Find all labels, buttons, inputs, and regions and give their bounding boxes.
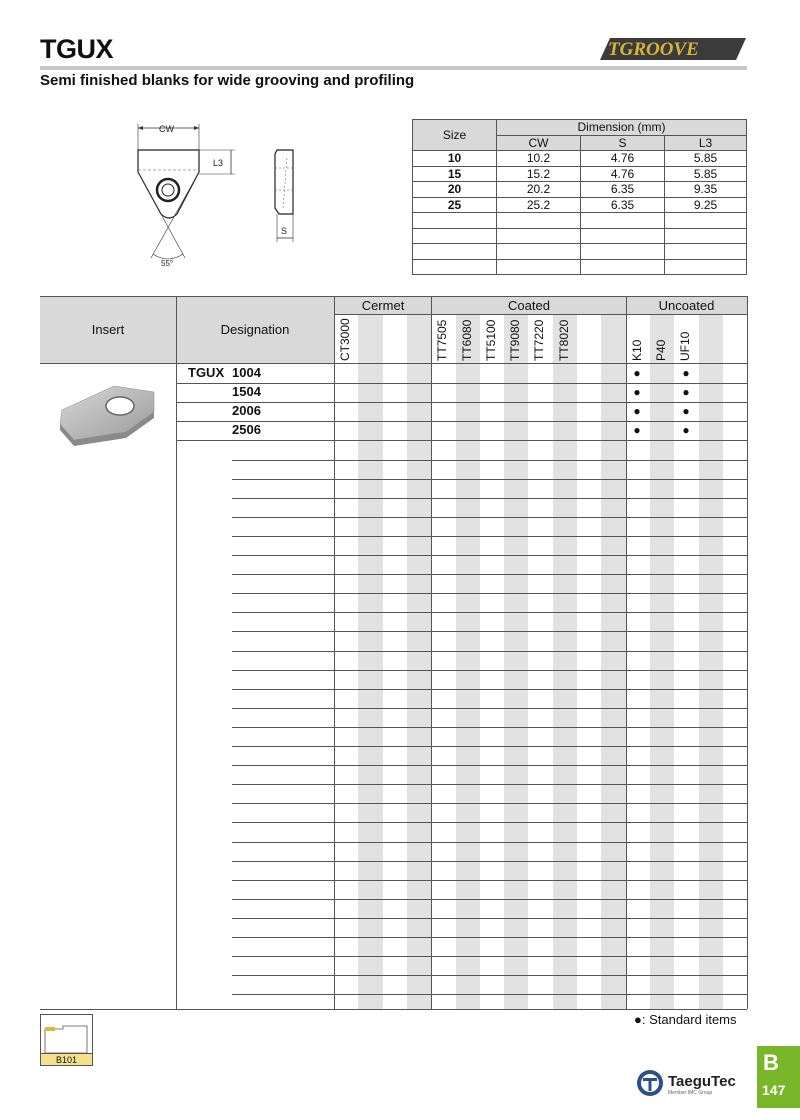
taegutec-logo-icon bbox=[636, 1069, 664, 1097]
col-header-s: S bbox=[581, 135, 665, 151]
grid-hline bbox=[232, 842, 747, 843]
table-row bbox=[413, 151, 747, 167]
grid-hline bbox=[232, 651, 747, 652]
grid-hline bbox=[232, 765, 747, 766]
table-row bbox=[413, 166, 747, 182]
grid-hline bbox=[232, 460, 747, 461]
grid-hline bbox=[232, 727, 747, 728]
grade-label: TT7505 bbox=[435, 319, 450, 361]
standard-mark: ● bbox=[633, 385, 641, 399]
s-cell: 6.35 bbox=[581, 197, 665, 213]
header-rule bbox=[40, 66, 747, 70]
column-shade bbox=[358, 314, 382, 1009]
grade-label: TT7220 bbox=[532, 319, 547, 361]
column-shade bbox=[601, 314, 625, 1009]
grid-hline bbox=[232, 612, 747, 613]
column-shade bbox=[553, 314, 577, 1009]
grade-label: UF10 bbox=[678, 331, 693, 361]
grid-hline bbox=[232, 784, 747, 785]
designation-prefix: TGUX bbox=[188, 365, 225, 380]
table-row bbox=[413, 182, 747, 198]
grid-hline bbox=[232, 708, 747, 709]
grid-hline bbox=[232, 803, 747, 804]
page-subtitle: Semi finished blanks for wide grooving and profiling bbox=[40, 72, 415, 89]
grade-label: TT8020 bbox=[556, 319, 571, 361]
designation-code: 2506 bbox=[232, 422, 261, 437]
grade-label: TT5100 bbox=[483, 319, 498, 361]
standard-mark: ● bbox=[682, 385, 690, 399]
brand-name: TaeguTec bbox=[668, 1073, 736, 1090]
cw-cell: 15.2 bbox=[497, 166, 581, 182]
standard-mark: ● bbox=[682, 404, 690, 418]
grid-hline bbox=[232, 994, 747, 995]
standard-mark: ● bbox=[682, 423, 690, 437]
column-shade bbox=[699, 314, 723, 1009]
grid-hline bbox=[232, 689, 747, 690]
grid-hline bbox=[176, 383, 747, 384]
section-tab[interactable] bbox=[757, 1046, 800, 1108]
designation-code: 1504 bbox=[232, 384, 261, 399]
grid-hline bbox=[232, 593, 747, 594]
tgroove-logo bbox=[596, 34, 748, 62]
size-cell: 15 bbox=[413, 166, 497, 182]
standard-mark: ● bbox=[633, 404, 641, 418]
grid-hline bbox=[334, 314, 747, 315]
dimension-table bbox=[412, 119, 747, 275]
s-cell: 6.35 bbox=[581, 182, 665, 198]
l3-cell: 5.85 bbox=[665, 166, 747, 182]
grid-hline bbox=[232, 937, 747, 938]
grid-hline bbox=[232, 555, 747, 556]
empty-row bbox=[413, 244, 747, 260]
section-letter: B bbox=[763, 1050, 779, 1075]
empty-row bbox=[413, 213, 747, 229]
cw-cell: 10.2 bbox=[497, 151, 581, 167]
size-cell: 10 bbox=[413, 151, 497, 167]
grid-hline bbox=[40, 296, 747, 297]
designation-code: 1004 bbox=[232, 365, 261, 380]
grid-hline bbox=[232, 479, 747, 480]
col-header-l3: L3 bbox=[665, 135, 747, 151]
s-cell: 4.76 bbox=[581, 166, 665, 182]
standard-items-footnote: ●: Standard items bbox=[634, 1012, 737, 1027]
grade-table bbox=[40, 296, 747, 1009]
grid-hline bbox=[232, 517, 747, 518]
grade-label: CT3000 bbox=[338, 318, 352, 361]
l3-label: L3 bbox=[213, 158, 224, 168]
standard-mark: ● bbox=[633, 366, 641, 380]
empty-row bbox=[413, 259, 747, 275]
l3-cell: 5.85 bbox=[665, 151, 747, 167]
size-header: Size bbox=[413, 120, 497, 151]
l3-cell: 9.35 bbox=[665, 182, 747, 198]
grade-label: K10 bbox=[629, 339, 644, 361]
insert-header: Insert bbox=[91, 322, 125, 337]
size-cell: 20 bbox=[413, 182, 497, 198]
cw-cell: 25.2 bbox=[497, 197, 581, 213]
grid-hline bbox=[232, 822, 747, 823]
grid-hline bbox=[232, 670, 747, 671]
cw-label: CW bbox=[159, 124, 174, 134]
grid-hline bbox=[40, 363, 747, 364]
angle-label: 55° bbox=[161, 259, 174, 268]
designation-header: Designation bbox=[220, 322, 290, 337]
insert-photo bbox=[54, 376, 166, 446]
grid-hline bbox=[232, 536, 747, 537]
table-row bbox=[413, 197, 747, 213]
grid-hline bbox=[232, 574, 747, 575]
page-number: 147 bbox=[762, 1082, 786, 1098]
grade-label: P40 bbox=[653, 339, 668, 361]
grid-hline bbox=[232, 956, 747, 957]
column-shade bbox=[456, 314, 480, 1009]
grid-hline bbox=[232, 899, 747, 900]
grid-hline bbox=[232, 746, 747, 747]
grid-hline bbox=[232, 918, 747, 919]
grid-hline bbox=[40, 1009, 747, 1010]
insert-dimension-diagram bbox=[125, 118, 310, 278]
empty-row bbox=[413, 228, 747, 244]
grid-hline bbox=[232, 861, 747, 862]
grid-hline bbox=[232, 975, 747, 976]
column-shade bbox=[650, 314, 674, 1009]
grooving-tool-icon bbox=[41, 1015, 92, 1053]
grade-label: TT9080 bbox=[508, 319, 523, 361]
grade-label: TT6080 bbox=[459, 319, 474, 361]
cw-cell: 20.2 bbox=[497, 182, 581, 198]
group-header-cermet: Cermet bbox=[361, 298, 405, 313]
grid-hline bbox=[232, 631, 747, 632]
grid-hline bbox=[232, 880, 747, 881]
taegutec-brand bbox=[636, 1068, 751, 1098]
designation-code: 2006 bbox=[232, 403, 261, 418]
standard-mark: ● bbox=[682, 366, 690, 380]
l3-cell: 9.25 bbox=[665, 197, 747, 213]
grid-hline bbox=[232, 498, 747, 499]
dimension-header: Dimension (mm) bbox=[497, 120, 747, 136]
group-header-uncoated: Uncoated bbox=[658, 298, 715, 313]
reference-page-label: B101 bbox=[41, 1053, 92, 1065]
standard-mark: ● bbox=[633, 423, 641, 437]
grid-hline bbox=[176, 440, 747, 441]
grid-hline bbox=[176, 421, 747, 422]
column-shade bbox=[407, 314, 431, 1009]
s-label: S bbox=[281, 226, 288, 236]
group-header-coated: Coated bbox=[508, 298, 550, 313]
grid-hline bbox=[176, 402, 747, 403]
s-cell: 4.76 bbox=[581, 151, 665, 167]
logo-text: TGROOVE bbox=[608, 39, 699, 60]
page-title: TGUX bbox=[40, 34, 114, 64]
reference-thumbnail[interactable] bbox=[40, 1014, 93, 1066]
size-cell: 25 bbox=[413, 197, 497, 213]
column-shade bbox=[504, 314, 528, 1009]
col-header-cw: CW bbox=[497, 135, 581, 151]
grid-vline bbox=[747, 296, 748, 1009]
brand-tagline: Member IMC Group bbox=[668, 1090, 713, 1096]
